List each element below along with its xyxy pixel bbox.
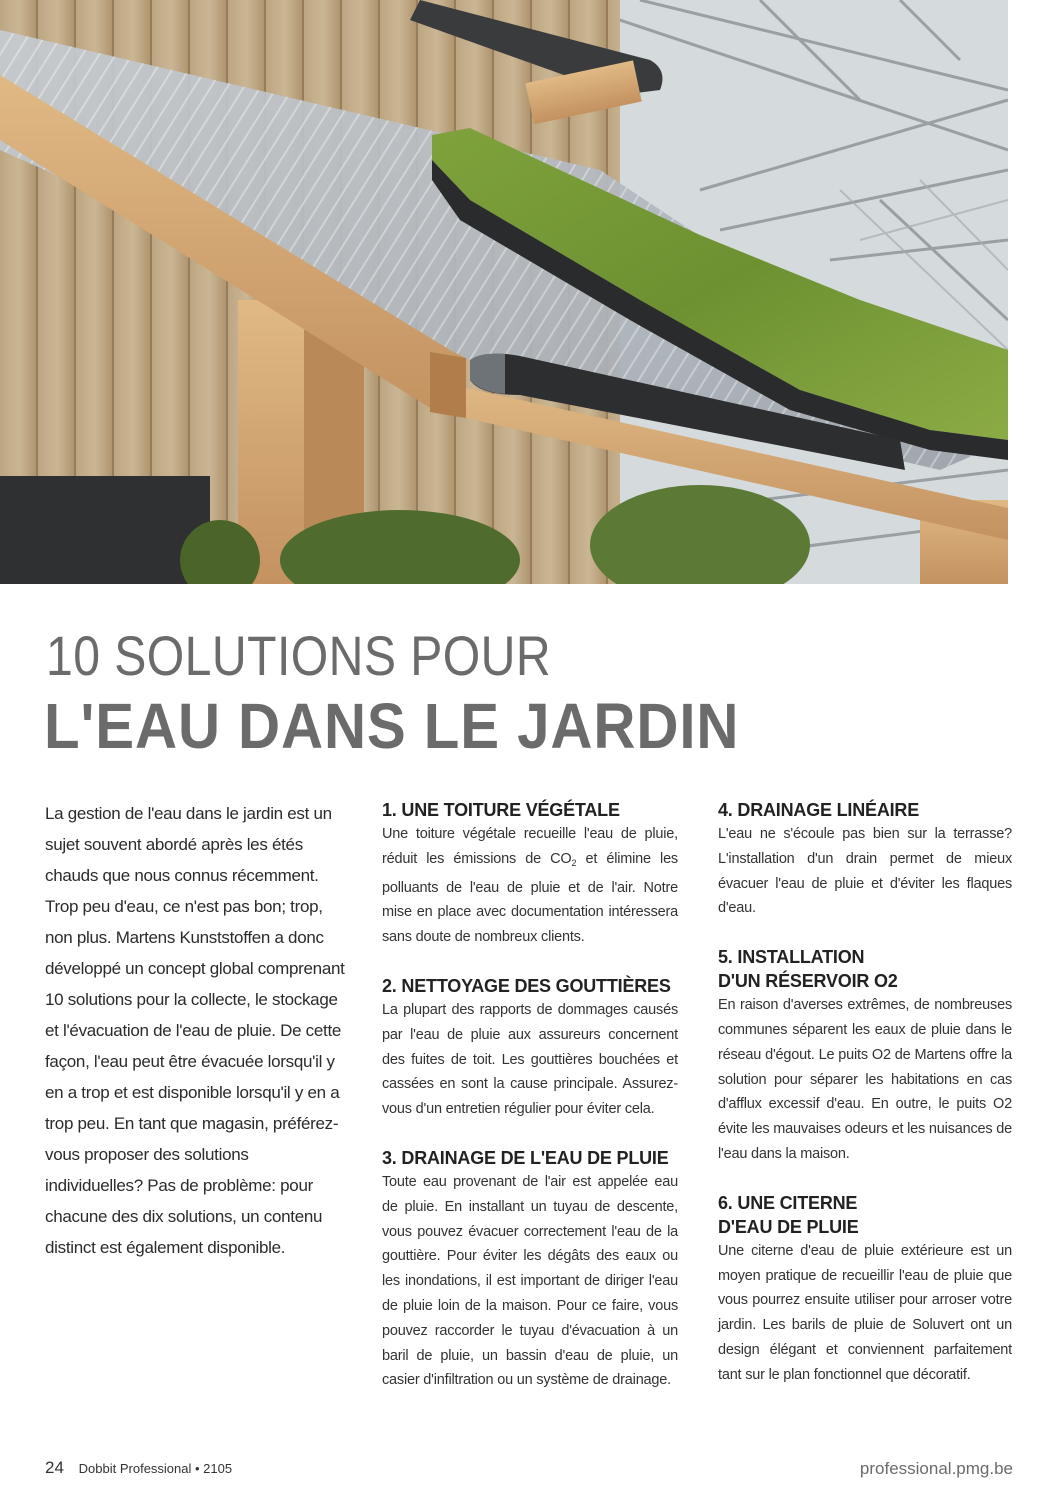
section-5-heading: 5. INSTALLATION D'UN RÉSERVOIR O2 xyxy=(718,947,898,992)
section-1 xyxy=(382,798,678,950)
section-1-text xyxy=(382,822,678,950)
section-3-text: Toute eau provenant de l'air est appelée eau de pluie. En installant un tuyau de descente, vous pouvez évacuer correctement l'eau de la gouttière. Pour éviter les dégâts des eaux ou les inondations, il est important de diriger l'eau de pluie loin de la maison. Pour ce faire, vous pouvez raccorder le tuyau d'évacuation à un baril de pluie, un bassin d'eau de pluie, un casier d'infiltration ou un système de drainage. xyxy=(382,1173,678,1389)
section-4-text: L'eau ne s'écoule pas bien sur la terrasse? L'installation d'un drain permet de mieux évacuer l'eau de pluie et d'éviter les flaques d'eau. xyxy=(718,826,1012,917)
hero-photo-illustration xyxy=(0,0,1008,584)
co2-subscript: 2 xyxy=(571,857,577,868)
section-1-heading: 1. UNE TOITURE VÉGÉTALE xyxy=(382,800,620,820)
section-5 xyxy=(718,945,1012,1167)
section-5-text: En raison d'averses extrêmes, de nombreuses communes séparent les eaux de pluie dans le réseau d'égout. Le puits O2 de Martens offre la solution pour séparer les habitations en cas d'afflux excessif d'eau. En outre, le puits O2 évite les mauvaises odeurs et les nuisances de l'eau dans la maison. xyxy=(718,997,1012,1162)
section-2 xyxy=(382,974,678,1122)
section-3-heading: 3. DRAINAGE DE L'EAU DE PLUIE xyxy=(382,1147,669,1168)
section-2-heading: 2. NETTOYAGE DES GOUTTIÈRES xyxy=(382,975,671,996)
section-1-text-part-b: et élimine les polluants de l'eau de pluie et de l'air. Notre mise en place avec documentation intéressera sans doute de nombreux clients. xyxy=(382,850,678,946)
middle-column xyxy=(382,798,678,1417)
section-1-text-part-a: Une toiture végétale recueille l'eau de pluie, réduit les émissions de CO xyxy=(382,826,678,867)
section-2-text: La plupart des rapports de dommages causés par l'eau de pluie aux assureurs concernent des fuites de toit. Les gouttières bouchées et cassées en sont la cause principale. Assurez-vous d'un entretien régulier pour éviter cela. xyxy=(382,1001,678,1118)
title-line-2: L'EAU DANS LE JARDIN xyxy=(44,690,740,762)
website-link[interactable]: professional.pmg.be xyxy=(859,1459,1013,1478)
footer-left xyxy=(45,1458,232,1478)
magazine-issue: Dobbit Professional • 2105 xyxy=(78,1461,233,1476)
section-6-text: Une citerne d'eau de pluie extérieure est un moyen pratique de recueillir l'eau de pluie que vous pourrez ensuite utiliser pour arroser votre jardin. Les barils de pluie de Soluvert ont un design élégant et conviennent parfaitement tant sur le plan fonctionnel que décoratif. xyxy=(718,1242,1012,1383)
section-6-heading: 6. UNE CITERNE D'EAU DE PLUIE xyxy=(718,1192,859,1237)
section-4-heading: 4. DRAINAGE LINÉAIRE xyxy=(718,800,920,820)
title-line-1: 10 SOLUTIONS POUR xyxy=(46,624,552,687)
section-6 xyxy=(718,1191,1012,1388)
section-3 xyxy=(382,1146,678,1393)
page-number: 24 xyxy=(45,1458,64,1477)
right-column xyxy=(718,798,1012,1412)
hero-photo xyxy=(0,0,1008,584)
intro-column xyxy=(45,798,345,1263)
section-4 xyxy=(718,798,1012,921)
intro-paragraph: La gestion de l'eau dans le jardin est un sujet souvent abordé après les étés chauds que nous connus récemment. Trop peu d'eau, ce n'est pas bon; trop, non plus. Martens Kunststoffen a donc développé un concept global comprenant 10 solutions pour la collecte, le stockage et l'évacuation de l'eau de pluie. De cette façon, l'eau peut être évacuée lorsqu'il y en a trop et est disponible lorsqu'il y en a trop peu. En tant que magasin, préférez-vous proposer des solutions individuelles? Pas de problème: pour chacune des dix solutions, un contenu distinct est également disponible. xyxy=(45,804,345,1257)
